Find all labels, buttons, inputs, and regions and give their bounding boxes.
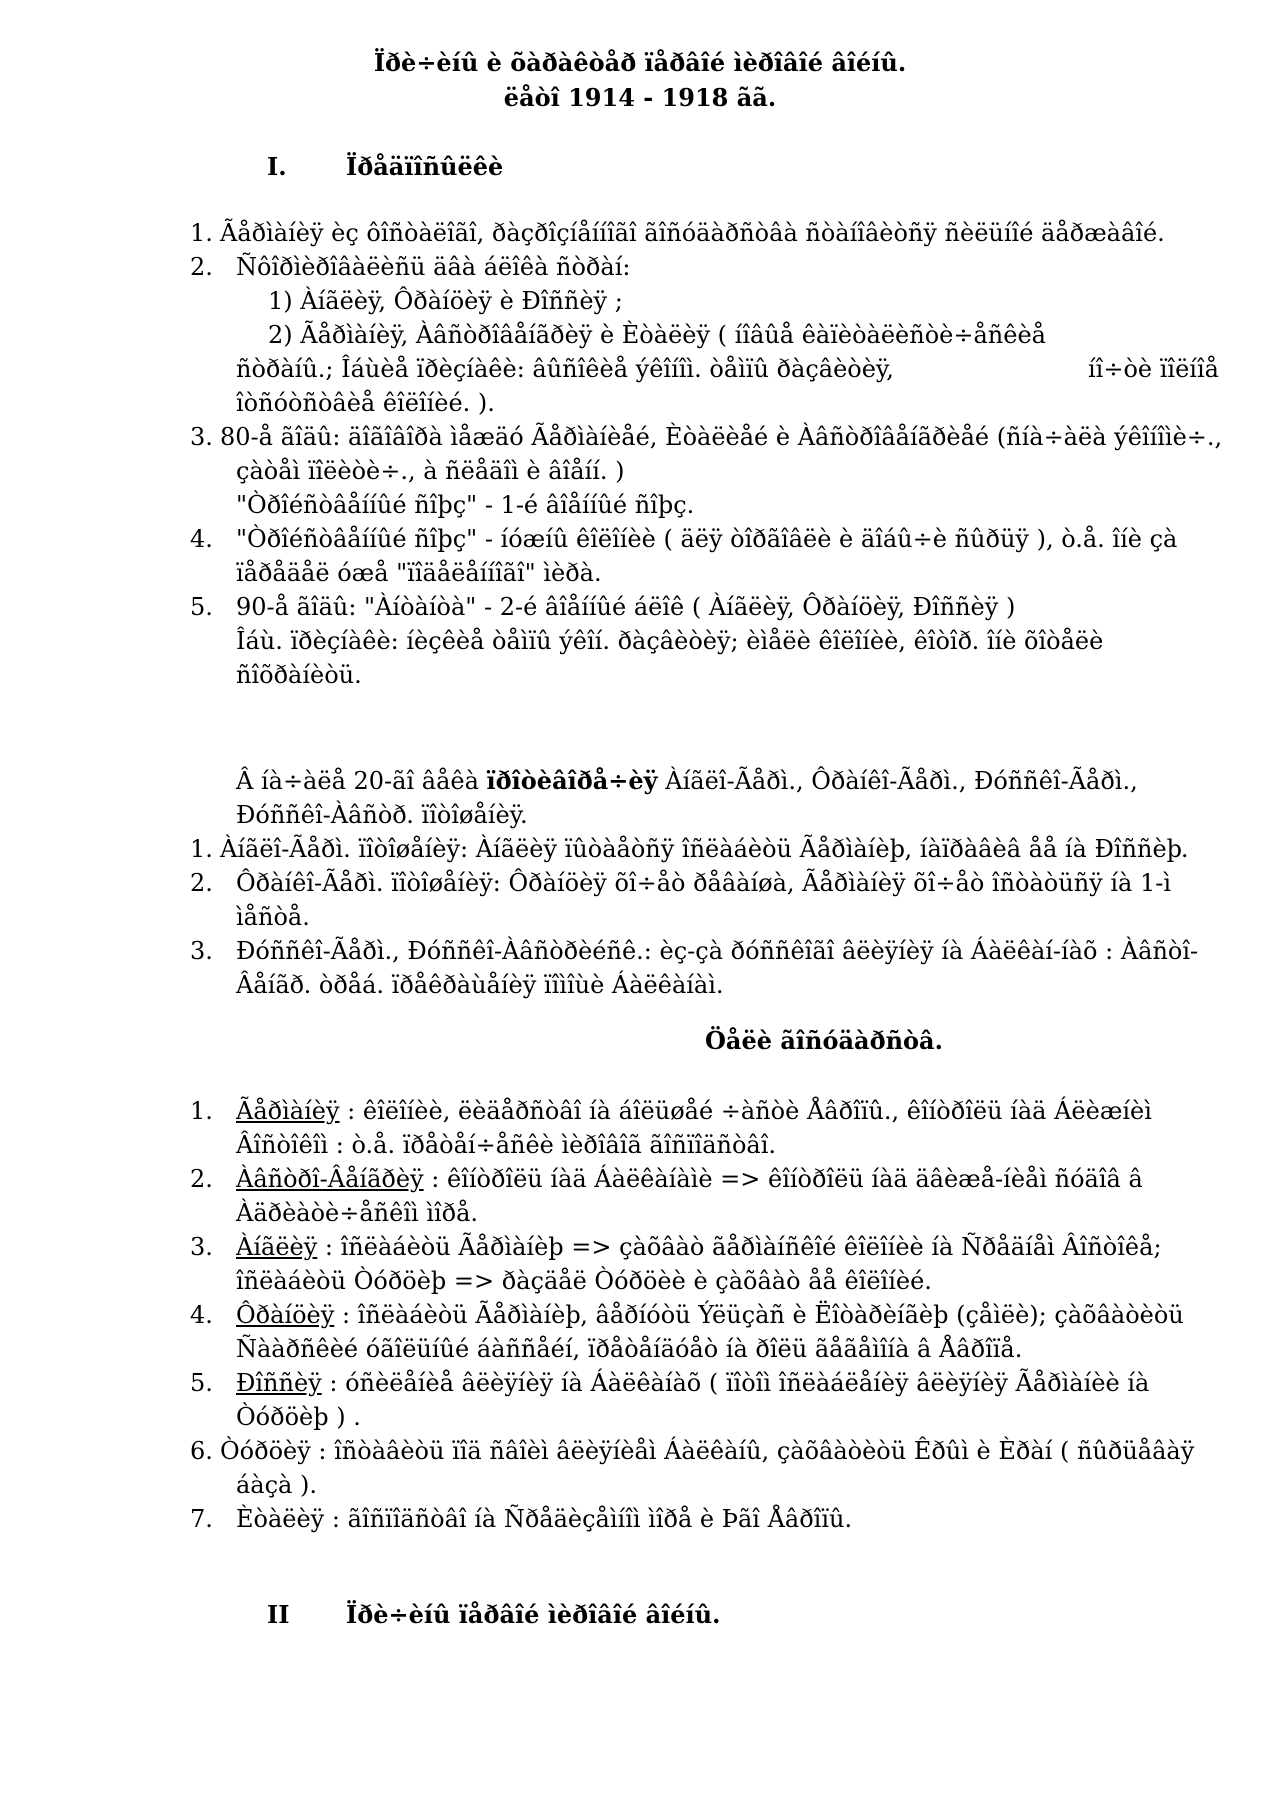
section-2-number: II: [267, 1600, 290, 1629]
section-1-heading: Ïðåäïîñûëêè: [346, 152, 504, 181]
goals-heading: Öåëè ãîñóäàðñòâ.: [705, 1026, 943, 1055]
country-name: Ðîññèÿ: [236, 1369, 322, 1397]
country-name: Àíãëèÿ: [236, 1233, 318, 1261]
country-name: Ãåðìàíèÿ: [236, 1097, 340, 1125]
country-name: Àâñòðî-Âåíãðèÿ: [236, 1165, 424, 1193]
contradictions-bold: ïðîòèâîðå÷èÿ: [486, 766, 658, 795]
document-title: Ïðè÷èíû è õàðàêòåð ïåðâîé ìèðîâîé âîéíû.: [373, 48, 907, 77]
country-name: Ôðàíöèÿ: [236, 1301, 335, 1329]
section-1-number: I.: [267, 152, 287, 181]
document-subtitle: ëåòî 1914 - 1918 ãã.: [503, 83, 777, 112]
section-2-heading: Ïðè÷èíû ïåðâîé ìèðîâîé âîéíû.: [346, 1600, 721, 1629]
document-page: Ïðè÷èíû è õàðàêòåð ïåðâîé ìèðîâîé âîéíû. ëåòî 1914 - 1918 ãã. I. Ïðåäïîñûëêè 1. Ãåðìàíèÿ èç ôîñòàëîãî, ðàçðîçíåííîãî ãîñóäàðñòâà ñòàíîâèòñÿ ñèëüíîé äåðæàâîé. 2. Ñôîðìèðîâàëèñü äâà áëîêà ñòðàí: 1) Àíãëèÿ, Ôðàíöèÿ è Ðîññèÿ ; 2) Ãåðìàíèÿ, Àâñòðîâåíãðèÿ è Èòàëèÿ ( íîâûå êàïèòàëèñòè÷åñêèå ñòðàíû.; Îáùèå ïðèçíàêè: âûñîêèå ýêîíîì. òåìïû ðàçâèòèÿ, íî÷òè ïîëíîå îòñóòñòâèå êîëîíèé. ). 3. 80-å ãîäû: äîãîâîðà ìåæäó Ãåðìàíèåé, Èòàëèåé è Àâñòðîâåíãðèåé (ñíà÷àëà ýêîíîìè÷., çàòåì ïîëèòè÷., à ñëåäîì è âîåíí. ) "Òðîéñòâåííûé ñîþç" - 1-é âîåííûé ñîþç. 4. "Òðîéñòâåííûé ñîþç" - íóæíû êîëîíèè ( äëÿ òîðãîâëè è äîáû÷è ñûðüÿ ), ò.å. îíè çà ïåðåäåë óæå "ïîäåëåííîãî" ìèðà. 5. 90-å ãîäû: "Àíòàíòà" - 2-é âîåííûé áëîê ( Àíãëèÿ, Ôðàíöèÿ, Ðîññèÿ ) Îáù. ïðèçíàêè: íèçêèå òåìïû ýêîí. ðàçâèòèÿ; èìåëè êîëîíèè, êîòîð. îíè õîòåëè ñîõðàíèòü. Â íà÷àëå 20-ãî âåêà ïðîòèâîðå÷èÿ Àíãëî-Ãåðì., Ôðàíêî-Ãåðì., Ðóññêî-Ãåðì., Ðóññêî-Àâñòð. ïîòîøåíèÿ. 1. Àíãëî-Ãåðì. ïîòîøåíèÿ: Àíãëèÿ ïûòàåòñÿ îñëàáèòü Ãåðìàíèþ, íàïðàâèâ åå íà Ðîññèþ. 2. Ôðàíêî-Ãåðì. ïîòîøåíèÿ: Ôðàíöèÿ õî÷åò ðåâàíøà, Ãåðìàíèÿ õî÷åò îñòàòüñÿ íà 1-ì ìåñòå. 3. Ðóññêî-Ãåðì., Ðóññêî-Àâñòðèéñê.: èç-çà ðóññêîãî âëèÿíèÿ íà Áàëêàí-íàõ : Àâñòî- Âåíãð. òðåá. ïðåêðàùåíèÿ ïîìîùè Áàëêàíàì. Öåëè ãîñóäàðñòâ. 1. Ãåðìàíèÿ : êîëîíèè, ëèäåðñòâî íà áîëüøåé ÷àñòè Åâðîïû., êîíòðîëü íàä Áëèæíèì Âîñòîêîì : ò.å. ïðåòåí÷åñêè ìèðîâîã ãîñïîäñòâî. 2. Àâñòðî-Âåíãðèÿ : êîíòðîëü íàä Áàëêàíàìè => êîíòðîëü íàä äâèæå-íèåì ñóäîâ â Àäðèàòè÷åñêîì ìîðå. 3. Àíãëèÿ : îñëàáèòü Ãåðìàíèþ => çàõâàò ãåðìàíñêîé êîëîíèè íà Ñðåäíåì Âîñòîêå; îñëàáèòü Òóðöèþ => ðàçäåë Òóðöèè è çàõâàò åå êîëîíèé. 4. Ôðàíöèÿ : îñëàáèòü Ãåðìàíèþ, âåðíóòü Ýëüçàñ è Ëîòàðèíãèþ (çåìëè); çàõâàòèòü Ñààðñêèé óãîëüíûé áàññåéí, ïðåòåíäóåò íà ðîëü ãåãåìîíà â Åâðîïå. 5. Ðîññèÿ : óñèëåíèå âëèÿíèÿ íà Áàëêàíàõ ( ïîòîì îñëàáëåíèÿ âëèÿíèÿ Ãåðìàíèè íà Òóðöèþ ) . 6. Òóðöèÿ : îñòàâèòü ïîä ñâîèì âëèÿíèåì Áàëêàíû, çàõâàòèòü Êðûì è Èðàí ( ñûðüåâàÿ áàçà ). 7. Èòàëèÿ : ãîñïîäñòâî íà Ñðåäèçåìíîì ìîðå è Þãî Åâðîïû. II Ïðè÷èíû ïåðâîé ìèðîâîé âîéíû.: [0, 0, 1280, 1811]
